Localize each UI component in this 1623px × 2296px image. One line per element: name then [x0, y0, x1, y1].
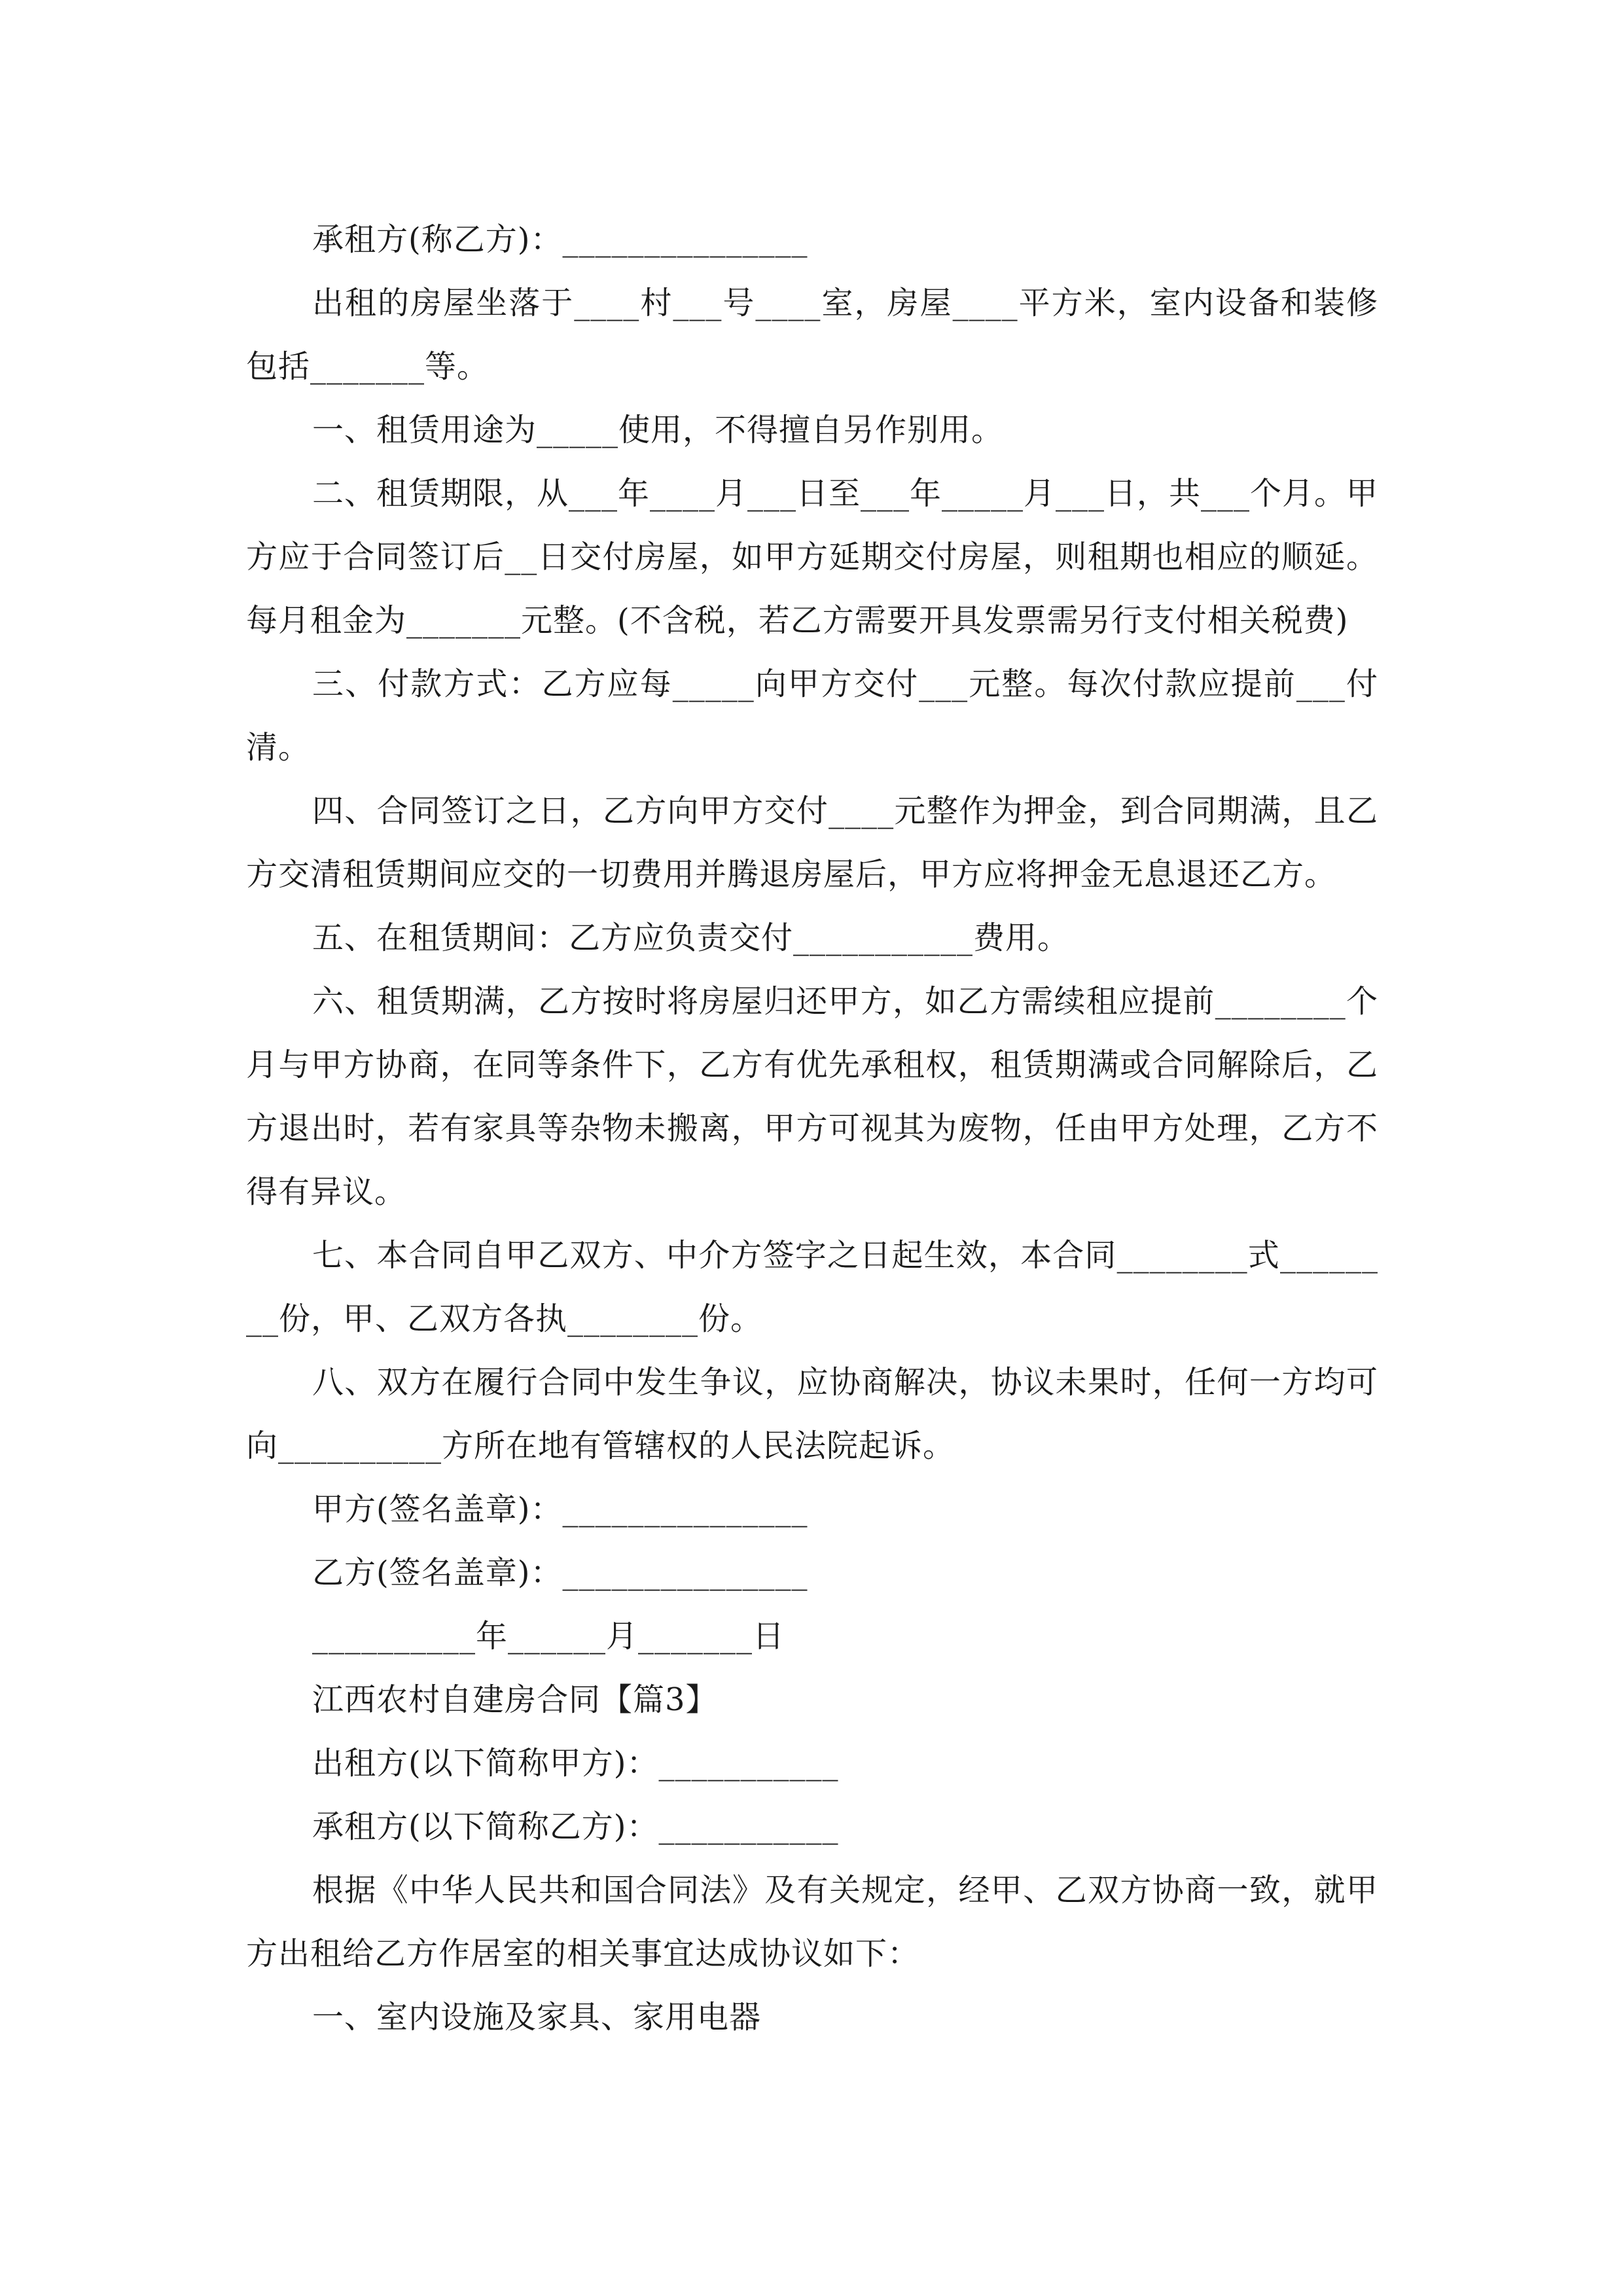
section-title-part-3: 江西农村自建房合同【篇3】 [312, 1681, 718, 1718]
preamble-paragraph: 根据《中华人民共和国合同法》及有关规定，经甲、乙双方协商一致，就甲方出租给乙方作居室的相关事宜达成协议如下： [246, 1872, 1378, 1972]
date-line: __________年______月_______日 [312, 1618, 785, 1655]
clause-2-term: 二、租赁期限，从___年____月___日至___年_____月___日，共___个月。甲方应于合同签订后__日交付房屋，如甲方延期交付房屋，则租期也相应的顺延。每月租金为_______元整。(不含税，若乙方需要开具发票需另行支付相关税费) [246, 475, 1379, 639]
lessor-line: 出租方(以下简称甲方)：___________ [312, 1745, 839, 1782]
clause-7-effect: 七、本合同自甲乙双方、中介方签字之日起生效，本合同________式________份，甲、乙双方各执________份。 [246, 1237, 1378, 1337]
lessee-line: 承租方(以下简称乙方)：___________ [312, 1808, 839, 1845]
clause-6-expiry: 六、租赁期满，乙方按时将房屋归还甲方，如乙方需续租应提前________个月与甲方协商，在同等条件下，乙方有优先承租权，租赁期满或合同解除后，乙方退出时，若有家具等杂物未搬离，甲方可视其为废物，任由甲方处理，乙方不得有异议。 [246, 983, 1378, 1210]
clause-4-deposit: 四、合同签订之日，乙方向甲方交付____元整作为押金，到合同期满，且乙方交清租赁期间应交的一切费用并腾退房屋后，甲方应将押金无息退还乙方。 [246, 793, 1378, 893]
tenant-line: 承租方(称乙方)：_______________ [312, 221, 808, 258]
clause-8-dispute: 八、双方在履行合同中发生争议，应协商解决，协议未果时，任何一方均可向__________方所在地有管辖权的人民法院起诉。 [246, 1364, 1378, 1464]
property-location-paragraph: 出租的房屋坐落于____村___号____室，房屋____平方米，室内设备和装修包括_______等。 [246, 285, 1378, 385]
document-page [246, 208, 1378, 2049]
heading-1-facilities: 一、室内设施及家具、家用电器 [312, 1999, 762, 2036]
party-a-signature-line: 甲方(签名盖章)：_______________ [312, 1491, 808, 1528]
clause-3-payment: 三、付款方式：乙方应每_____向甲方交付___元整。每次付款应提前___付清。 [246, 666, 1378, 766]
party-b-signature-line: 乙方(签名盖章)：_______________ [312, 1554, 808, 1591]
clause-1-usage: 一、租赁用途为_____使用，不得擅自另作别用。 [312, 412, 1004, 448]
clause-5-fees: 五、在租赁期间：乙方应负责交付___________费用。 [312, 920, 1070, 956]
